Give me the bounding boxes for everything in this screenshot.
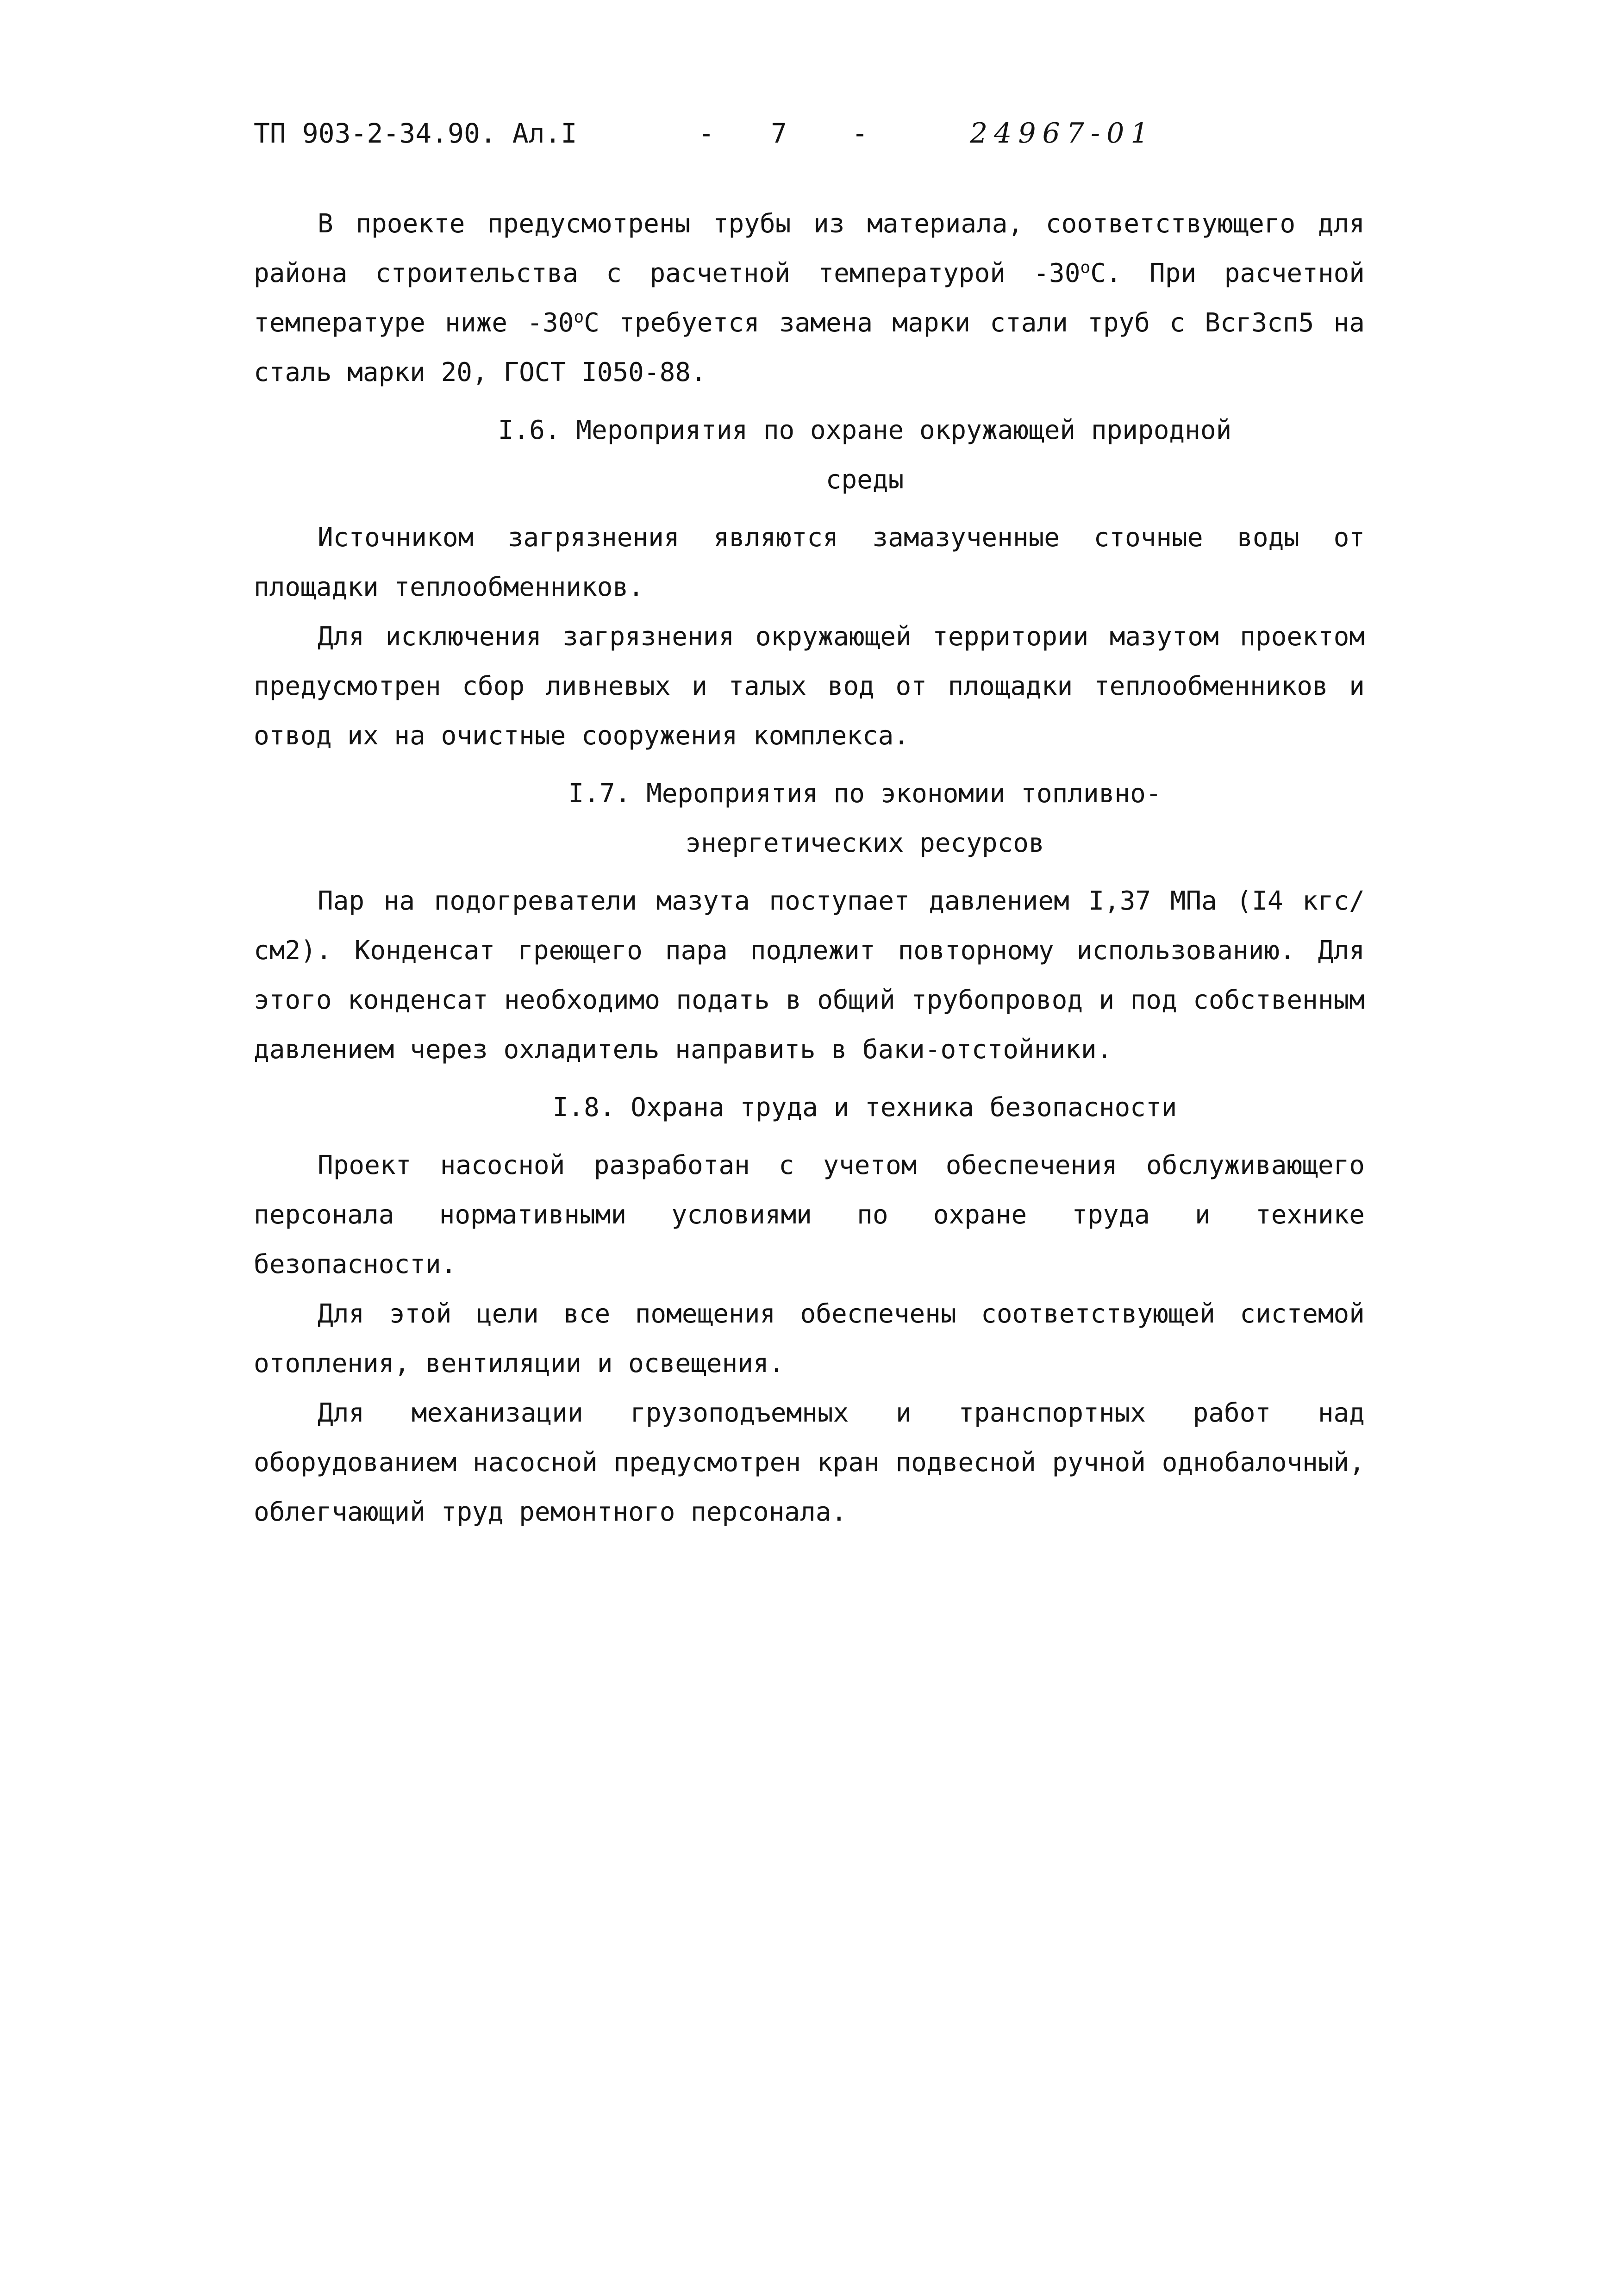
paragraph-1-6-1: Источником загрязнения являются замазученные сточные воды от площадки теплообменников. bbox=[254, 523, 1365, 602]
paragraph-1-8-1: Проект насосной разработан с учетом обеспечения обслуживающего персонала нормативными условиями по охране труда и технике безопасности. bbox=[254, 1150, 1365, 1279]
section-heading-1-7: I.7. Мероприятия по экономии топливно-энергетических ресурсов bbox=[568, 779, 1162, 858]
document-body bbox=[254, 199, 1365, 1537]
document-code: ТП 903-2-34.90. Ал.I bbox=[254, 118, 577, 149]
page-number-dash-right: - bbox=[852, 118, 868, 149]
paragraph-1-8-3: Для механизации грузоподъемных и транспортных работ над оборудованием насосной предусмотрен кран подвесной ручной однобалочный, облегчающий труд ремонтного персонала. bbox=[254, 1398, 1365, 1527]
paragraph-1-7-1: Пар на подогреватели мазута поступает давлением I,37 МПа (I4 кгс/см2). Конденсат греющего пара подлежит повторному использованию. Для этого конденсат необходимо подать в общий трубопровод и под собственным давлением через охладитель направить в баки-отстойники. bbox=[254, 886, 1365, 1065]
inventory-number: 24967-01 bbox=[970, 117, 1155, 150]
section-heading-1-6: I.6. Мероприятия по охране окружающей природной среды bbox=[498, 415, 1232, 495]
degree-mark: о bbox=[574, 307, 584, 327]
paragraph-1-6-2: Для исключения загрязнения окружающей территории мазутом проектом предусмотрен сбор ливневых и талых вод от площадки теплообменников и отвод их на очистные сооружения комплекса. bbox=[254, 622, 1365, 751]
page-number-dash-left: - bbox=[698, 118, 714, 149]
intro-text-c: С требуется замена марки стали труб с ВсгЗсп5 на сталь марки 20, ГОСТ I050-88. bbox=[254, 308, 1365, 387]
intro-paragraph bbox=[254, 199, 1365, 397]
intro-text-b: С. При расчетной температуре ниже -30 bbox=[254, 258, 1365, 338]
page-number: 7 bbox=[771, 118, 787, 149]
paragraph-1-8-2: Для этой цели все помещения обеспечены соответствующей системой отопления, вентиляции и освещения. bbox=[254, 1299, 1365, 1379]
intro-text-a: В проекте предусмотрены трубы из материала, соответствующего для района строительства с расчетной температурой -30 bbox=[254, 209, 1365, 288]
degree-mark: о bbox=[1080, 258, 1091, 277]
section-heading-1-8: I.8. Охрана труда и техника безопасности bbox=[552, 1092, 1177, 1123]
